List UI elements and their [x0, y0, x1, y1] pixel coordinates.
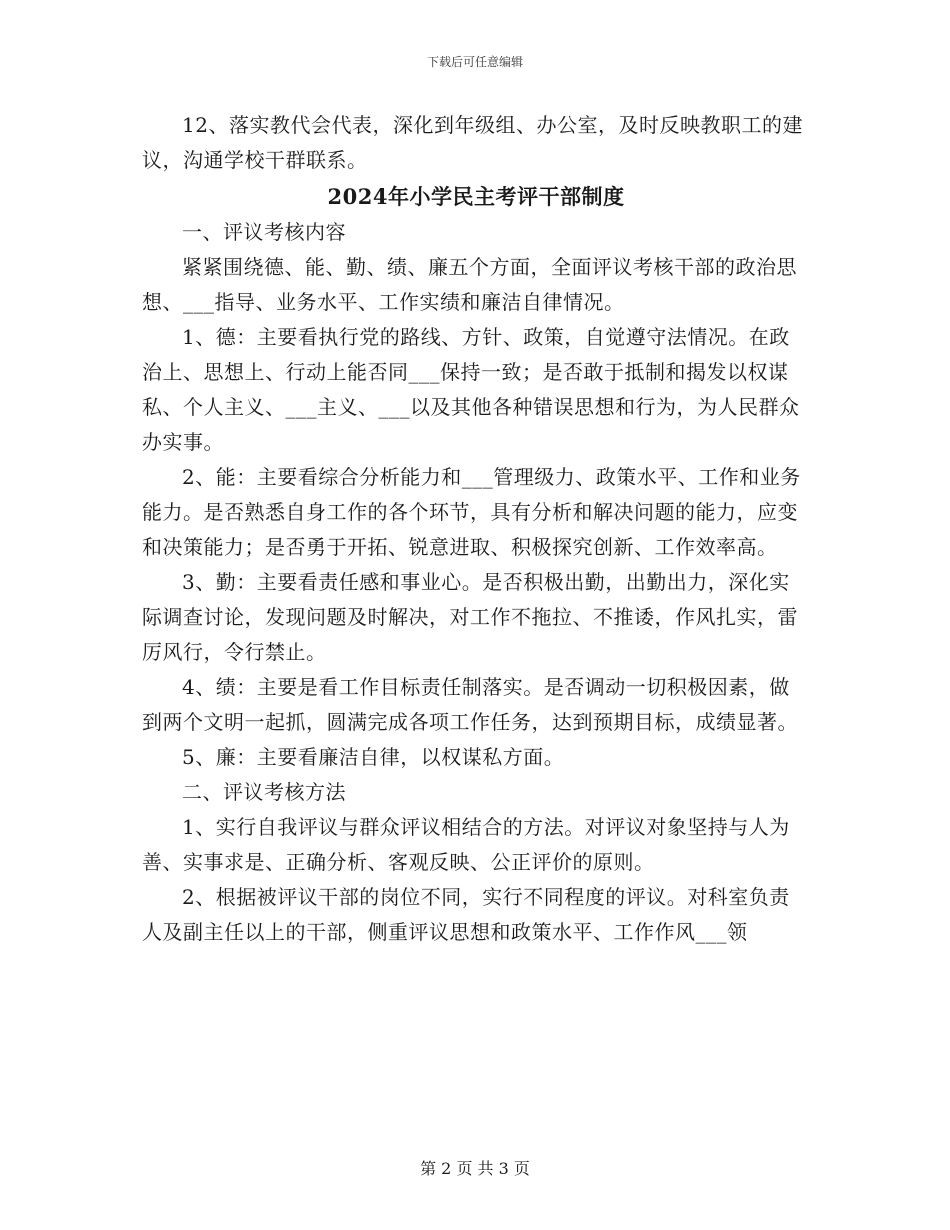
page-footer: 第 2 页 共 3 页 — [420, 1159, 530, 1178]
paragraph-lian: 5、廉：主要看廉洁自律，以权谋私方面。 — [182, 745, 565, 769]
paragraph-ji: 4、绩：主要是看工作目标责任制落实。是否调动一切积极因素，做到两个文明一起抓，圆满完成各项工作任务，达到预期目标，成绩显著。 — [142, 675, 798, 734]
section-heading-content: 一、评议考核内容 — [182, 220, 346, 244]
document-title: 2024年小学民主考评干部制度 — [327, 184, 625, 209]
paragraph-method-2: 2、根据被评议干部的岗位不同，实行不同程度的评议。对科室负责人及副主任以上的干部，侧重评议思想和政策水平、工作作风___领 — [142, 885, 790, 944]
paragraph-neng: 2、能：主要看综合分析能力和___管理级力、政策水平、工作和业务能力。是否熟悉自身工作的各个环节，具有分析和解决问题的能力，应变和决策能力；是否勇于开拓、锐意进取、积极探究创新、工作效率高。 — [142, 465, 801, 559]
paragraph-de: 1、德：主要看执行党的路线、方针、政策，自觉遵守法情况。在政治上、思想上、行动上能否同___保持一致；是否敢于抵制和揭发以权谋私、个人主义、___主义、___以及其他各种错误思想和行为，为人民群众办实事。 — [142, 325, 800, 454]
section-heading-method: 二、评议考核方法 — [182, 780, 346, 804]
paragraph-qin: 3、勤：主要看责任感和事业心。是否积极出勤，出勤出力，深化实际调查讨论，发现问题及时解决，对工作不拖拉、不推诿，作风扎实，雷厉风行，令行禁止。 — [142, 570, 798, 664]
intro-paragraph: 12、落实教代会代表，深化到年级组、办公室，及时反映教职工的建议，沟通学校干群联系。 — [142, 113, 803, 172]
document-body — [142, 108, 810, 950]
page-header-note: 下载后可任意编辑 — [426, 55, 523, 69]
paragraph-method-1: 1、实行自我评议与群众评议相结合的方法。对评议对象坚持与人为善、实事求是、正确分析、客观反映、公正评价的原则。 — [142, 815, 790, 874]
paragraph-overview: 紧紧围绕德、能、勤、绩、廉五个方面，全面评议考核干部的政治思想、___指导、业务水平、工作实绩和廉洁自律情况。 — [142, 255, 797, 314]
